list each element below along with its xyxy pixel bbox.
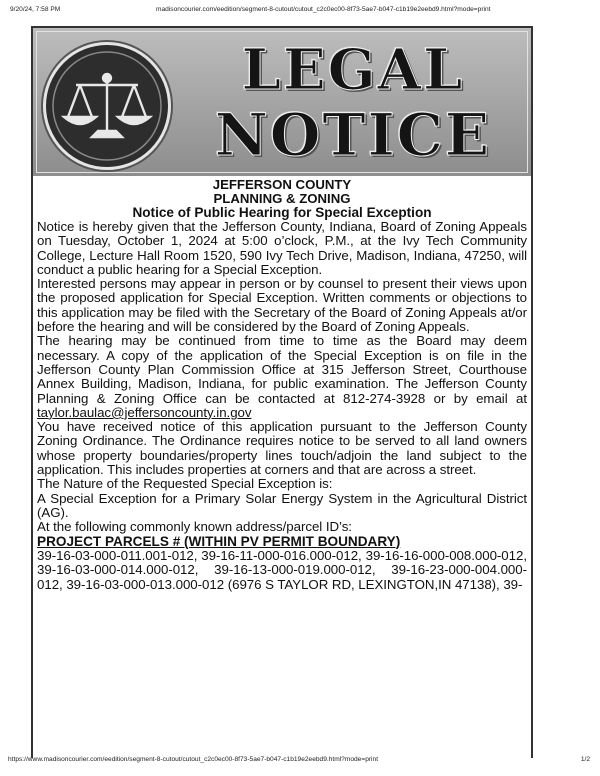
paragraph-special-exception: A Special Exception for a Primary Solar Energy System in the Agricultural District (AG). xyxy=(37,490,527,520)
print-footer xyxy=(8,756,590,768)
notice-subject: Notice of Public Hearing for Special Exception xyxy=(132,205,432,220)
banner-title-legal: LEGAL xyxy=(241,37,465,103)
print-header xyxy=(10,6,590,18)
org-line-2: PLANNING & ZONING xyxy=(213,191,351,206)
parcels-heading: PROJECT PARCELS # (WITHIN PV PERMIT BOUNDARY) xyxy=(37,533,401,549)
org-line-1: JEFFERSON COUNTY xyxy=(212,177,352,192)
paragraph-interested-persons: Interested persons may appear in person or by counsel to present their views upon the proposed application for Special Exception. Written comments or objections to this application may be filed with the Secretary of the Board of Zoning Appeals at/or before the hearing and will be considered by the Board of Zoning Appeals. xyxy=(37,276,527,335)
page-number: 1/2 xyxy=(580,756,590,763)
paragraph-address-intro: At the following commonly known address/parcel ID’s: xyxy=(37,519,352,535)
print-footer-url[interactable]: https://www.madisoncourier.com/eedition/segment-8-cutout/cutout_c2c0ec00-8f73-5ae7-b047-c1b19e2eebd9.html?mode=print xyxy=(8,756,379,763)
print-header-url[interactable]: madisoncourier.com/eedition/segment-8-cutout/cutout_c2c0ec00-8f73-5ae7-b047-c1b19e2eebd9.html?mode=print xyxy=(156,6,491,13)
legal-notice-banner xyxy=(33,28,531,176)
print-timestamp: 9/20/24, 7:58 PM xyxy=(10,6,61,13)
legal-notice-clipping xyxy=(31,26,533,758)
paragraph-continuation xyxy=(37,334,527,420)
notice-content xyxy=(33,178,531,592)
banner-title-notice: NOTICE xyxy=(214,101,492,169)
parcels-list: 39-16-03-000-011.001-012, 39-16-11-000-016.000-012, 39-16-16-000-008.000-012, 39-16-03-000-014.000-012, 39-16-13-000-019.000-012, 39-16-23-000-004.000-012, 39-16-03-000-013.000-012 (6976 S TAYLOR RD, LEXINGTON,IN 47138), 39- xyxy=(37,548,527,592)
scales-of-justice-icon xyxy=(43,42,171,170)
contact-email-link[interactable]: taylor.baulac@jeffersoncounty.in.gov xyxy=(37,404,252,420)
paragraph-nature-intro: The Nature of the Requested Special Exception is: xyxy=(37,476,333,492)
paragraph-hearing-notice: Notice is hereby given that the Jefferson County, Indiana, Board of Zoning Appeals on Tuesday, October 1, 2024 at 5:00 o’clock, P.M., at the Ivy Tech Community College, Lecture Hall Room 1520, 590 Ivy Tech Drive, Madison, Indiana, 47250, will conduct a public hearing for a Special Exception. xyxy=(37,219,527,277)
paragraph-continuation-text: The hearing may be continued from time to time as the Board may deem necessary. A copy of the application of the Special Exception is on file in the Jefferson County Plan Commission Office at 315 Jefferson Street, Courthouse Annex Building, Madison, Indiana, for public examination. The Jefferson County Planning & Zoning Office can be contacted at 812-274-3928 or by email at xyxy=(37,333,527,406)
paragraph-ordinance: You have received notice of this application pursuant to the Jefferson County Zoning Ordinance. The Ordinance requires notice to be served to all land owners whose property boundaries/property lines touch/adjoin the land subject to the application. This includes properties at corners and that are across a street. xyxy=(37,419,527,478)
